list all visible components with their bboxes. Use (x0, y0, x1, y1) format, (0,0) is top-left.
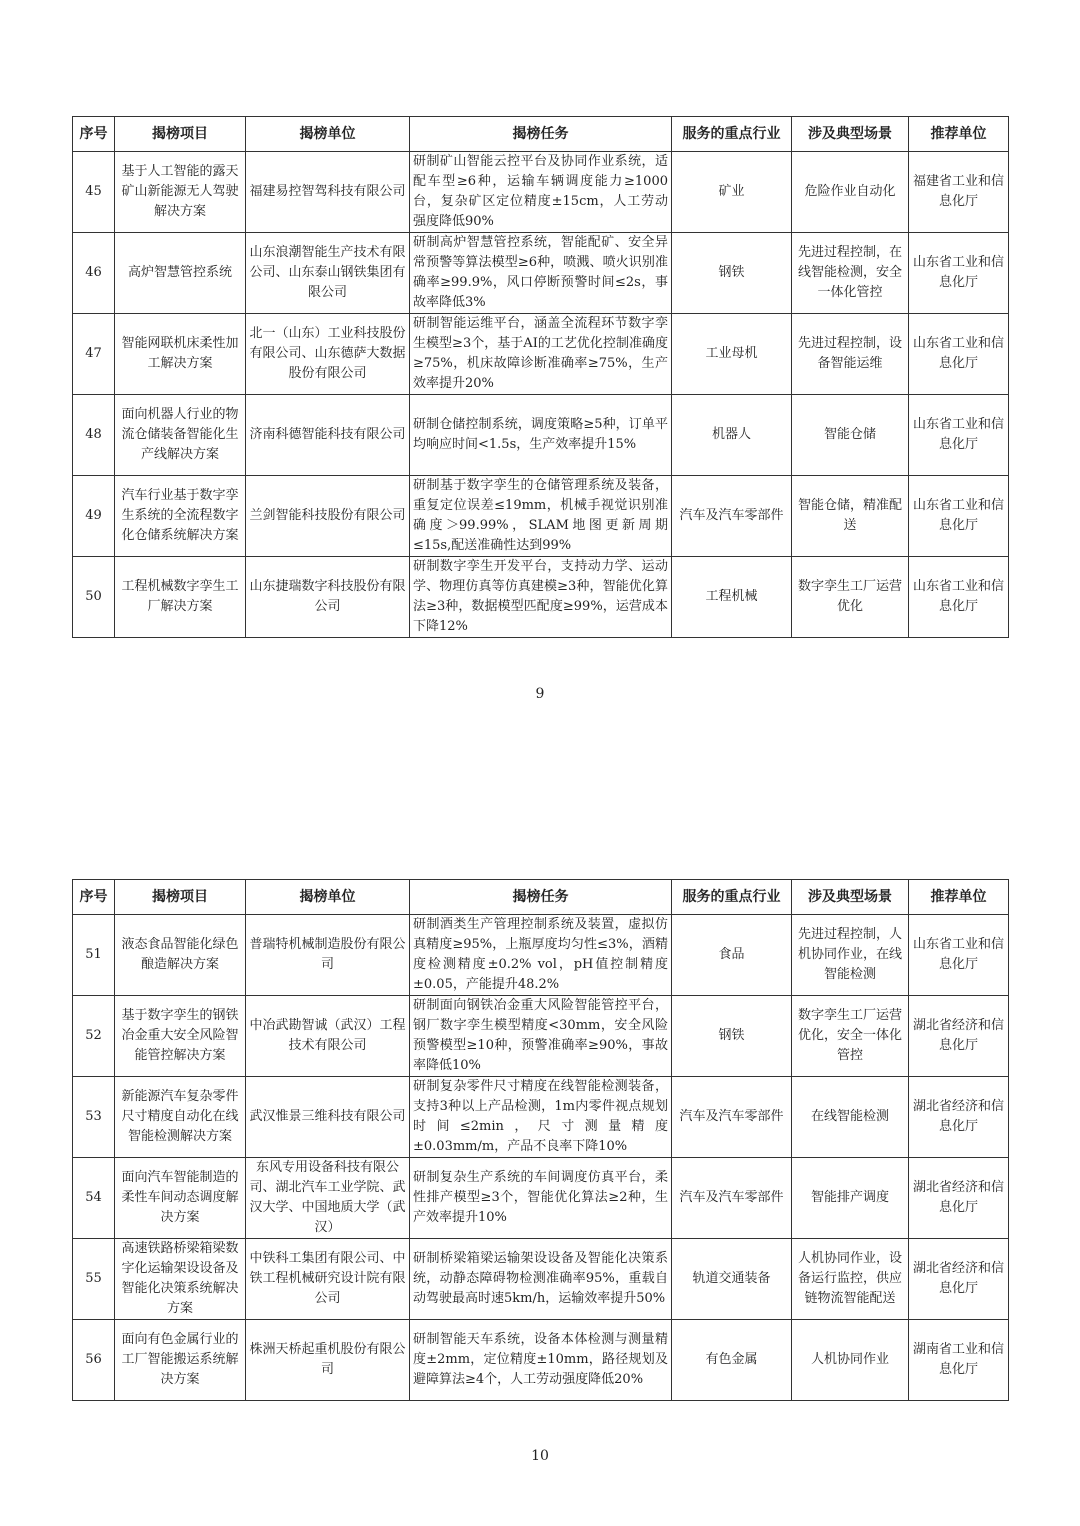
cell-project: 基于数字孪生的钢铁冶金重大安全风险智能管控解决方案 (115, 996, 246, 1077)
cell-task: 研制桥梁箱梁运输架设设备及智能化决策系统，动静态障碍物检测准确率95%，重载自动驾驶最高时速5km/h，运输效率提升50% (410, 1239, 672, 1320)
cell-num: 56 (73, 1320, 115, 1401)
cell-project: 液态食品智能化绿色酿造解决方案 (115, 915, 246, 996)
header-recommender: 推荐单位 (909, 117, 1009, 152)
cell-unit: 株洲天桥起重机股份有限公司 (246, 1320, 410, 1401)
cell-task: 研制复杂零件尺寸精度在线智能检测装备，支持3种以上产品检测，1m内零件视点规划时间≤2min，尺寸测量精度±0.03mm/m，产品不良率下降10% (410, 1077, 672, 1158)
cell-task: 研制数字孪生开发平台，支持动力学、运动学、物理仿真等仿真建模≥3种，智能优化算法≥3种，数据模型匹配度≥99%，运营成本下降12% (410, 557, 672, 638)
table-row (73, 557, 1009, 638)
cell-num: 55 (73, 1239, 115, 1320)
cell-industry: 食品 (672, 915, 792, 996)
cell-unit: 山东浪潮智能生产技术有限公司、山东泰山钢铁集团有限公司 (246, 233, 410, 314)
header-industry: 服务的重点行业 (672, 880, 792, 915)
cell-task: 研制仓储控制系统，调度策略≥5种，订单平均响应时间<1.5s，生产效率提升15% (410, 395, 672, 476)
header-project: 揭榜项目 (115, 117, 246, 152)
cell-recommender: 山东省工业和信息化厅 (909, 915, 1009, 996)
cell-project: 高速铁路桥梁箱梁数字化运输架设设备及智能化决策系统解决方案 (115, 1239, 246, 1320)
cell-unit: 福建易控智驾科技有限公司 (246, 152, 410, 233)
cell-scene: 在线智能检测 (792, 1077, 909, 1158)
cell-unit: 中冶武勘智诚（武汉）工程技术有限公司 (246, 996, 410, 1077)
cell-scene: 智能排产调度 (792, 1158, 909, 1239)
cell-task: 研制基于数字孪生的仓储管理系统及装备，重复定位误差≤19mm，机械手视觉识别准确度＞99.99%，SLAM地图更新周期≤15s,配送准确性达到99% (410, 476, 672, 557)
project-table-page-10 (72, 879, 1009, 1401)
cell-recommender: 湖北省经济和信息化厅 (909, 1158, 1009, 1239)
cell-project: 新能源汽车复杂零件尺寸精度自动化在线智能检测解决方案 (115, 1077, 246, 1158)
cell-project: 工程机械数字孪生工厂解决方案 (115, 557, 246, 638)
table-row (73, 996, 1009, 1077)
table-row (73, 1077, 1009, 1158)
cell-industry: 矿业 (672, 152, 792, 233)
header-scene: 涉及典型场景 (792, 880, 909, 915)
table-row (73, 1320, 1009, 1401)
cell-num: 50 (73, 557, 115, 638)
cell-num: 53 (73, 1077, 115, 1158)
cell-industry: 机器人 (672, 395, 792, 476)
header-scene: 涉及典型场景 (792, 117, 909, 152)
cell-industry: 有色金属 (672, 1320, 792, 1401)
header-num: 序号 (73, 880, 115, 915)
cell-num: 49 (73, 476, 115, 557)
cell-task: 研制矿山智能云控平台及协同作业系统，适配车型≥6种，运输车辆调度能力≥1000台，复杂矿区定位精度±15cm，人工劳动强度降低90% (410, 152, 672, 233)
cell-unit: 山东捷瑞数字科技股份有限公司 (246, 557, 410, 638)
cell-num: 46 (73, 233, 115, 314)
cell-scene: 人机协同作业，设备运行监控，供应链物流智能配送 (792, 1239, 909, 1320)
cell-unit: 兰剑智能科技股份有限公司 (246, 476, 410, 557)
cell-recommender: 湖北省经济和信息化厅 (909, 1239, 1009, 1320)
page-number: 10 (531, 1448, 549, 1464)
header-task: 揭榜任务 (410, 117, 672, 152)
table-row (73, 476, 1009, 557)
header-task: 揭榜任务 (410, 880, 672, 915)
cell-unit: 普瑞特机械制造股份有限公司 (246, 915, 410, 996)
cell-industry: 钢铁 (672, 996, 792, 1077)
cell-project: 面向汽车智能制造的柔性车间动态调度解决方案 (115, 1158, 246, 1239)
table-header-row (73, 117, 1009, 152)
table-row (73, 1158, 1009, 1239)
cell-project: 汽车行业基于数字孪生系统的全流程数字化仓储系统解决方案 (115, 476, 246, 557)
cell-recommender: 山东省工业和信息化厅 (909, 233, 1009, 314)
header-unit: 揭榜单位 (246, 880, 410, 915)
cell-scene: 智能仓储，精准配送 (792, 476, 909, 557)
cell-num: 54 (73, 1158, 115, 1239)
cell-scene: 先进过程控制，在线智能检测，安全一体化管控 (792, 233, 909, 314)
table-row (73, 233, 1009, 314)
table-row (73, 152, 1009, 233)
cell-industry: 汽车及汽车零部件 (672, 476, 792, 557)
cell-unit: 中铁科工集团有限公司、中铁工程机械研究设计院有限公司 (246, 1239, 410, 1320)
table-row (73, 1239, 1009, 1320)
cell-project: 智能网联机床柔性加工解决方案 (115, 314, 246, 395)
cell-recommender: 山东省工业和信息化厅 (909, 314, 1009, 395)
cell-task: 研制智能天车系统，设备本体检测与测量精度±2mm，定位精度±10mm，路径规划及避障算法≥4个，人工劳动强度降低20% (410, 1320, 672, 1401)
cell-scene: 数字孪生工厂运营优化 (792, 557, 909, 638)
cell-recommender: 山东省工业和信息化厅 (909, 476, 1009, 557)
cell-task: 研制高炉智慧管控系统，智能配矿、安全异常预警等算法模型≥6种，喷溅、喷火识别准确率≥99.9%，风口停断预警时间≤2s，事故率降低3% (410, 233, 672, 314)
cell-industry: 汽车及汽车零部件 (672, 1077, 792, 1158)
cell-task: 研制智能运维平台，涵盖全流程环节数字孪生模型≥3个，基于AI的工艺优化控制准确度≥75%，机床故障诊断准确率≥75%，生产效率提升20% (410, 314, 672, 395)
cell-unit: 北一（山东）工业科技股份有限公司、山东德萨大数据股份有限公司 (246, 314, 410, 395)
cell-task: 研制复杂生产系统的车间调度仿真平台，柔性排产模型≥3个，智能优化算法≥2种，生产效率提升10% (410, 1158, 672, 1239)
cell-recommender: 湖北省经济和信息化厅 (909, 996, 1009, 1077)
cell-num: 52 (73, 996, 115, 1077)
cell-unit: 武汉惟景三维科技有限公司 (246, 1077, 410, 1158)
cell-recommender: 福建省工业和信息化厅 (909, 152, 1009, 233)
cell-scene: 先进过程控制，设备智能运维 (792, 314, 909, 395)
cell-task: 研制酒类生产管理控制系统及装置，虚拟仿真精度≥95%，上瓶厚度均匀性≤3%，酒精度检测精度±0.2% vol，pH值控制精度±0.05，产能提升48.2% (410, 915, 672, 996)
header-unit: 揭榜单位 (246, 117, 410, 152)
table-header-row (73, 880, 1009, 915)
table-row (73, 395, 1009, 476)
cell-scene: 数字孪生工厂运营优化，安全一体化管控 (792, 996, 909, 1077)
header-num: 序号 (73, 117, 115, 152)
cell-recommender: 山东省工业和信息化厅 (909, 557, 1009, 638)
header-industry: 服务的重点行业 (672, 117, 792, 152)
cell-recommender: 湖南省工业和信息化厅 (909, 1320, 1009, 1401)
cell-project: 面向有色金属行业的工厂智能搬运系统解决方案 (115, 1320, 246, 1401)
cell-num: 45 (73, 152, 115, 233)
cell-task: 研制面向钢铁冶金重大风险智能管控平台，钢厂数字孪生模型精度<30mm，安全风险预警模型≥10种，预警准确率≥90%，事故率降低10% (410, 996, 672, 1077)
cell-industry: 工业母机 (672, 314, 792, 395)
cell-scene: 人机协同作业 (792, 1320, 909, 1401)
cell-unit: 东风专用设备科技有限公司、湖北汽车工业学院、武汉大学、中国地质大学（武汉） (246, 1158, 410, 1239)
table-row (73, 915, 1009, 996)
cell-project: 基于人工智能的露天矿山新能源无人驾驶解决方案 (115, 152, 246, 233)
cell-project: 高炉智慧管控系统 (115, 233, 246, 314)
cell-project: 面向机器人行业的物流仓储装备智能化生产线解决方案 (115, 395, 246, 476)
cell-scene: 智能仓储 (792, 395, 909, 476)
cell-industry: 轨道交通装备 (672, 1239, 792, 1320)
table-row (73, 314, 1009, 395)
cell-industry: 工程机械 (672, 557, 792, 638)
project-table-page-9 (72, 116, 1009, 638)
cell-industry: 钢铁 (672, 233, 792, 314)
cell-industry: 汽车及汽车零部件 (672, 1158, 792, 1239)
page-number: 9 (535, 686, 545, 702)
cell-scene: 危险作业自动化 (792, 152, 909, 233)
cell-scene: 先进过程控制，人机协同作业，在线智能检测 (792, 915, 909, 996)
cell-recommender: 湖北省经济和信息化厅 (909, 1077, 1009, 1158)
cell-recommender: 山东省工业和信息化厅 (909, 395, 1009, 476)
cell-unit: 济南科德智能科技有限公司 (246, 395, 410, 476)
cell-num: 47 (73, 314, 115, 395)
cell-num: 48 (73, 395, 115, 476)
header-recommender: 推荐单位 (909, 880, 1009, 915)
header-project: 揭榜项目 (115, 880, 246, 915)
cell-num: 51 (73, 915, 115, 996)
